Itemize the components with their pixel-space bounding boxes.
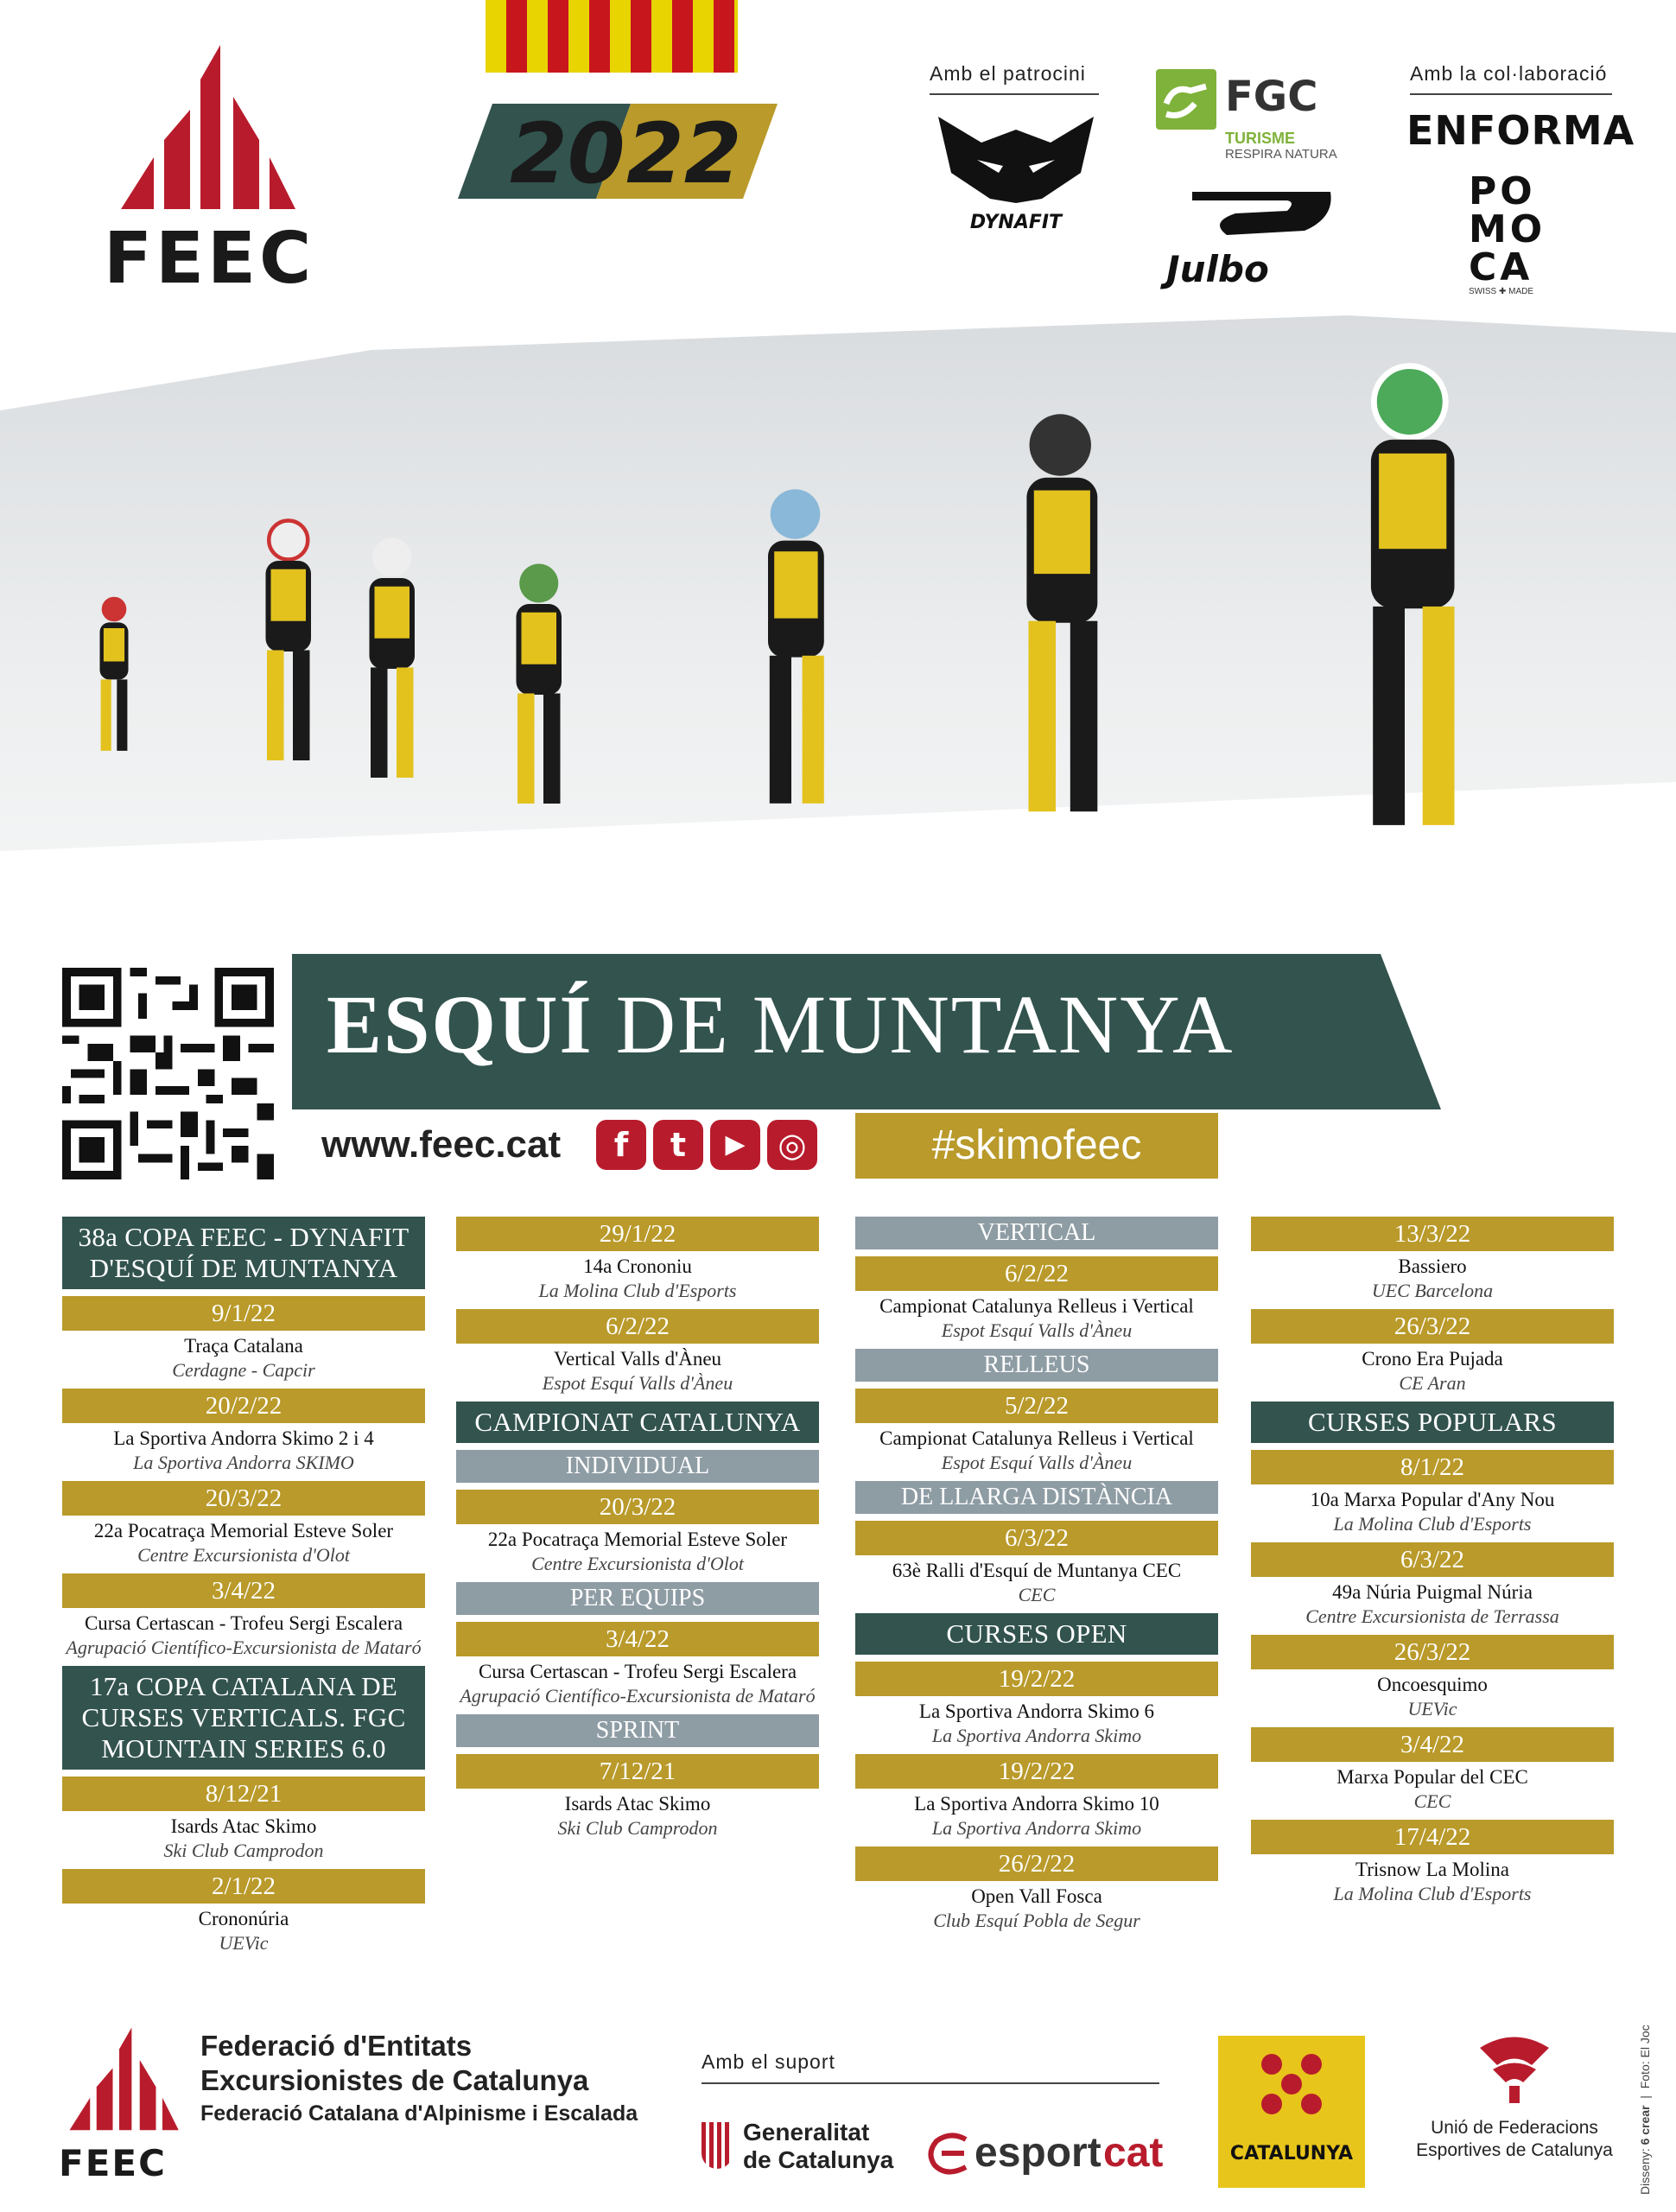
event-date: 8/1/22	[1251, 1450, 1614, 1484]
instagram-icon[interactable]: ◎	[767, 1120, 817, 1170]
event-date: 3/4/22	[456, 1622, 819, 1656]
support-divider	[702, 2082, 1159, 2084]
generalitat-logo	[702, 2117, 900, 2186]
event-date: 29/1/22	[456, 1217, 819, 1251]
event-name: Open Vall Fosca	[971, 1885, 1102, 1907]
support-label: Amb el suport	[702, 2050, 835, 2073]
event-name: 10a Marxa Popular d'Any Nou	[1310, 1489, 1555, 1510]
event-name: Crono Era Pujada	[1362, 1348, 1503, 1370]
event-date: 6/3/22	[1251, 1542, 1614, 1577]
credits-photo: Foto: El Joc	[1638, 2024, 1652, 2089]
event-name: Marxa Popular del CEC	[1336, 1766, 1528, 1788]
youtube-icon[interactable]: ▶	[710, 1120, 760, 1170]
event-item	[62, 1296, 425, 1382]
catalunya-text: CATALUNYA	[1229, 2143, 1354, 2164]
title-bold: ESQUÍ	[327, 978, 594, 1071]
event-name: Campionat Catalunya Relleus i Vertical	[879, 1295, 1194, 1317]
esportcat-logo	[924, 2127, 1184, 2179]
event-item	[855, 1662, 1218, 1747]
event-item	[855, 1521, 1218, 1606]
event-organizer: Ski Club Camprodon	[163, 1840, 324, 1861]
event-item	[1251, 1727, 1614, 1813]
event-name: 22a Pocatraça Memorial Esteve Soler	[93, 1520, 394, 1541]
event-name: Bassiero	[1398, 1255, 1467, 1277]
event-organizer: UEC Barcelona	[1371, 1280, 1494, 1301]
collab-divider	[1410, 93, 1612, 95]
event-organizer: Cerdagne - Capcir	[172, 1359, 315, 1381]
event-item	[456, 1622, 819, 1707]
collab-label: Amb la col·laboració	[1410, 62, 1608, 85]
event-date: 6/2/22	[456, 1309, 819, 1344]
event-item	[1251, 1450, 1614, 1535]
sponsor-label: Amb el patrocini	[930, 62, 1086, 85]
skiers-photo	[0, 298, 1676, 955]
event-date: 20/3/22	[456, 1490, 819, 1524]
event-item	[1251, 1309, 1614, 1395]
event-name: La Sportiva Andorra Skimo 6	[918, 1700, 1155, 1722]
esportcat-b: cat	[1103, 2130, 1164, 2176]
fgc-logo	[1156, 69, 1346, 164]
event-item	[456, 1217, 819, 1302]
year-badge	[432, 104, 786, 202]
schedule-column-1	[62, 1217, 425, 1961]
generalitat-mark	[702, 2122, 733, 2169]
event-name: Traça Catalana	[184, 1335, 303, 1357]
ufec-line2: Esportives de Catalunya	[1416, 2140, 1613, 2160]
hashtag-badge[interactable]: #skimofeec	[855, 1113, 1218, 1179]
event-item	[855, 1256, 1218, 1342]
fgc-tag1: TURISME	[1225, 130, 1295, 147]
event-name: 22a Pocatraça Memorial Esteve Soler	[487, 1529, 788, 1550]
event-organizer: Ski Club Camprodon	[557, 1817, 718, 1839]
schedule-column-2	[456, 1217, 819, 1847]
event-date: 3/4/22	[62, 1573, 425, 1608]
generalitat-line2: de Catalunya	[743, 2146, 894, 2173]
event-name: Isards Atac Skimo	[170, 1815, 317, 1837]
credits: Disseny: 6 crear | Foto: El Joc	[1638, 2024, 1652, 2195]
schedule-column-3	[855, 1217, 1218, 1939]
event-item	[62, 1389, 425, 1474]
julbo-logo	[1158, 183, 1339, 290]
event-item	[456, 1754, 819, 1840]
event-date: 19/2/22	[855, 1662, 1218, 1696]
event-item	[1251, 1635, 1614, 1720]
event-item	[855, 1754, 1218, 1840]
sponsor-divider	[930, 93, 1099, 95]
event-organizer: Agrupació Científico-Excursionista de Mataró	[460, 1685, 816, 1707]
page-title	[327, 976, 1234, 1072]
event-item	[62, 1869, 425, 1955]
event-organizer: Centre Excursionista de Terrassa	[1305, 1605, 1559, 1627]
event-organizer: UEVic	[1407, 1698, 1457, 1719]
event-organizer: La Molina Club d'Esports	[538, 1280, 737, 1301]
event-organizer: UEVic	[219, 1932, 269, 1954]
event-organizer: La Molina Club d'Esports	[1333, 1883, 1532, 1904]
event-name: Crononúria	[198, 1908, 289, 1929]
section-subheader: SPRINT	[456, 1714, 819, 1747]
event-date: 6/3/22	[855, 1521, 1218, 1555]
event-name: Isards Atac Skimo	[564, 1793, 711, 1815]
pomoca-logo	[1469, 169, 1555, 302]
pomoca-2: MO	[1469, 207, 1546, 251]
fgc-text: FGC	[1225, 73, 1318, 121]
section-header: CURSES POPULARS	[1251, 1402, 1614, 1443]
event-item	[62, 1777, 425, 1862]
event-organizer: La Sportiva Andorra SKIMO	[133, 1452, 354, 1473]
event-item	[855, 1847, 1218, 1932]
event-item	[1251, 1820, 1614, 1905]
section-subheader: PER EQUIPS	[456, 1582, 819, 1615]
enforma-logo: ENFORMA	[1406, 107, 1635, 154]
year-left: 20	[510, 105, 625, 202]
event-date: 9/1/22	[62, 1296, 425, 1331]
dynafit-logo	[930, 112, 1102, 242]
catalunya-logo	[1218, 2036, 1365, 2188]
event-date: 20/2/22	[62, 1389, 425, 1423]
event-name: Oncoesquimo	[1377, 1674, 1488, 1695]
event-organizer: Centre Excursionista d'Olot	[531, 1553, 744, 1574]
fgc-mark	[1156, 69, 1216, 130]
feec-logo-text: FEEC	[104, 218, 315, 300]
event-date: 19/2/22	[855, 1754, 1218, 1789]
event-date: 3/4/22	[1251, 1727, 1614, 1762]
event-date: 5/2/22	[855, 1389, 1218, 1423]
event-name: Vertical Valls d'Àneu	[553, 1348, 722, 1370]
event-date: 26/3/22	[1251, 1635, 1614, 1669]
event-date: 26/2/22	[855, 1847, 1218, 1881]
footer-org-name	[200, 2029, 638, 2129]
year-right: 22	[626, 105, 742, 202]
esportcat-a: esport	[974, 2130, 1101, 2176]
footer-org-line2: Excursionistes de Catalunya	[200, 2064, 589, 2096]
event-name: Cursa Certascan - Trofeu Sergi Escalera	[84, 1612, 403, 1634]
section-header: CAMPIONAT CATALUNYA	[456, 1402, 819, 1443]
event-date: 8/12/21	[62, 1777, 425, 1811]
event-organizer: La Molina Club d'Esports	[1333, 1513, 1532, 1535]
section-subheader: DE LLARGA DISTÀNCIA	[855, 1481, 1218, 1514]
event-organizer: La Sportiva Andorra Skimo	[931, 1725, 1142, 1746]
pomoca-tag: SWISS ✚ MADE	[1469, 287, 1534, 296]
event-name: La Sportiva Andorra Skimo 2 i 4	[113, 1427, 374, 1449]
website-link[interactable]: www.feec.cat	[321, 1123, 562, 1166]
event-name: 49a Núria Puigmal Núria	[1332, 1581, 1533, 1603]
event-name: Campionat Catalunya Relleus i Vertical	[879, 1427, 1194, 1449]
ufec-logo	[1398, 2031, 1631, 2186]
fgc-tag2: RESPIRA NATURA	[1225, 147, 1337, 162]
event-organizer: Espot Esquí Valls d'Àneu	[941, 1319, 1133, 1341]
event-item	[456, 1490, 819, 1575]
event-date: 13/3/22	[1251, 1217, 1614, 1251]
footer-feec-text: FEEC	[59, 2142, 167, 2184]
section-subheader: VERTICAL	[855, 1217, 1218, 1249]
section-header: CURSES OPEN	[855, 1613, 1218, 1655]
event-item	[1251, 1542, 1614, 1628]
event-organizer: CEC	[1413, 1790, 1451, 1812]
event-organizer: La Sportiva Andorra Skimo	[931, 1817, 1142, 1839]
event-organizer: CEC	[1018, 1584, 1056, 1605]
catalan-flag	[486, 0, 738, 73]
event-date: 26/3/22	[1251, 1309, 1614, 1344]
event-name: Cursa Certascan - Trofeu Sergi Escalera	[478, 1661, 797, 1682]
julbo-text: Julbo	[1166, 248, 1269, 290]
event-name: Trisnow La Molina	[1355, 1859, 1510, 1880]
qr-code[interactable]	[62, 968, 274, 1179]
event-date: 20/3/22	[62, 1481, 425, 1516]
footer-org-line1: Federació d'Entitats	[200, 2030, 473, 2062]
event-date: 17/4/22	[1251, 1820, 1614, 1854]
ufec-line1: Unió de Federacions	[1431, 2118, 1598, 2138]
event-item	[62, 1481, 425, 1567]
generalitat-line1: Generalitat	[743, 2119, 870, 2145]
feec-logo	[104, 45, 315, 300]
event-organizer: Espot Esquí Valls d'Àneu	[941, 1452, 1133, 1473]
event-item	[456, 1309, 819, 1395]
credits-design: Disseny:	[1638, 2148, 1652, 2195]
event-organizer: Club Esquí Pobla de Segur	[933, 1910, 1140, 1931]
event-item	[1251, 1217, 1614, 1302]
dynafit-text: DYNAFIT	[969, 212, 1063, 233]
event-organizer: CE Aran	[1399, 1372, 1466, 1394]
event-organizer: Centre Excursionista d'Olot	[137, 1544, 350, 1566]
twitter-icon[interactable]: t	[653, 1120, 703, 1170]
event-name: 14a Crononiu	[583, 1255, 692, 1277]
event-date: 7/12/21	[456, 1754, 819, 1789]
event-organizer: Agrupació Científico-Excursionista de Mataró	[66, 1637, 422, 1658]
section-header: 17a COPA CATALANA DE CURSES VERTICALS. FGC MOUNTAIN SERIES 6.0	[62, 1666, 425, 1770]
event-name: La Sportiva Andorra Skimo 10	[914, 1793, 1159, 1815]
pomoca-3: CA	[1469, 245, 1533, 289]
title-rest: DE MUNTANYA	[615, 978, 1235, 1071]
event-date: 6/2/22	[855, 1256, 1218, 1291]
section-subheader: RELLEUS	[855, 1349, 1218, 1382]
section-header: 38a COPA FEEC - DYNAFIT D'ESQUÍ DE MUNTANYA	[62, 1217, 425, 1289]
event-organizer: Espot Esquí Valls d'Àneu	[542, 1372, 733, 1394]
event-date: 2/1/22	[62, 1869, 425, 1904]
event-item	[62, 1573, 425, 1659]
credits-design-name: 6 crear	[1638, 2105, 1652, 2145]
footer-feec-logo	[59, 2025, 188, 2184]
event-name: 63è Ralli d'Esquí de Muntanya CEC	[892, 1560, 1182, 1581]
facebook-icon[interactable]: f	[596, 1120, 646, 1170]
section-subheader: INDIVIDUAL	[456, 1450, 819, 1483]
footer-org-line3: Federació Catalana d'Alpinisme i Escalada	[200, 2101, 638, 2126]
event-item	[855, 1389, 1218, 1474]
schedule-column-4	[1251, 1217, 1614, 1912]
pomoca-1: PO	[1469, 169, 1536, 213]
